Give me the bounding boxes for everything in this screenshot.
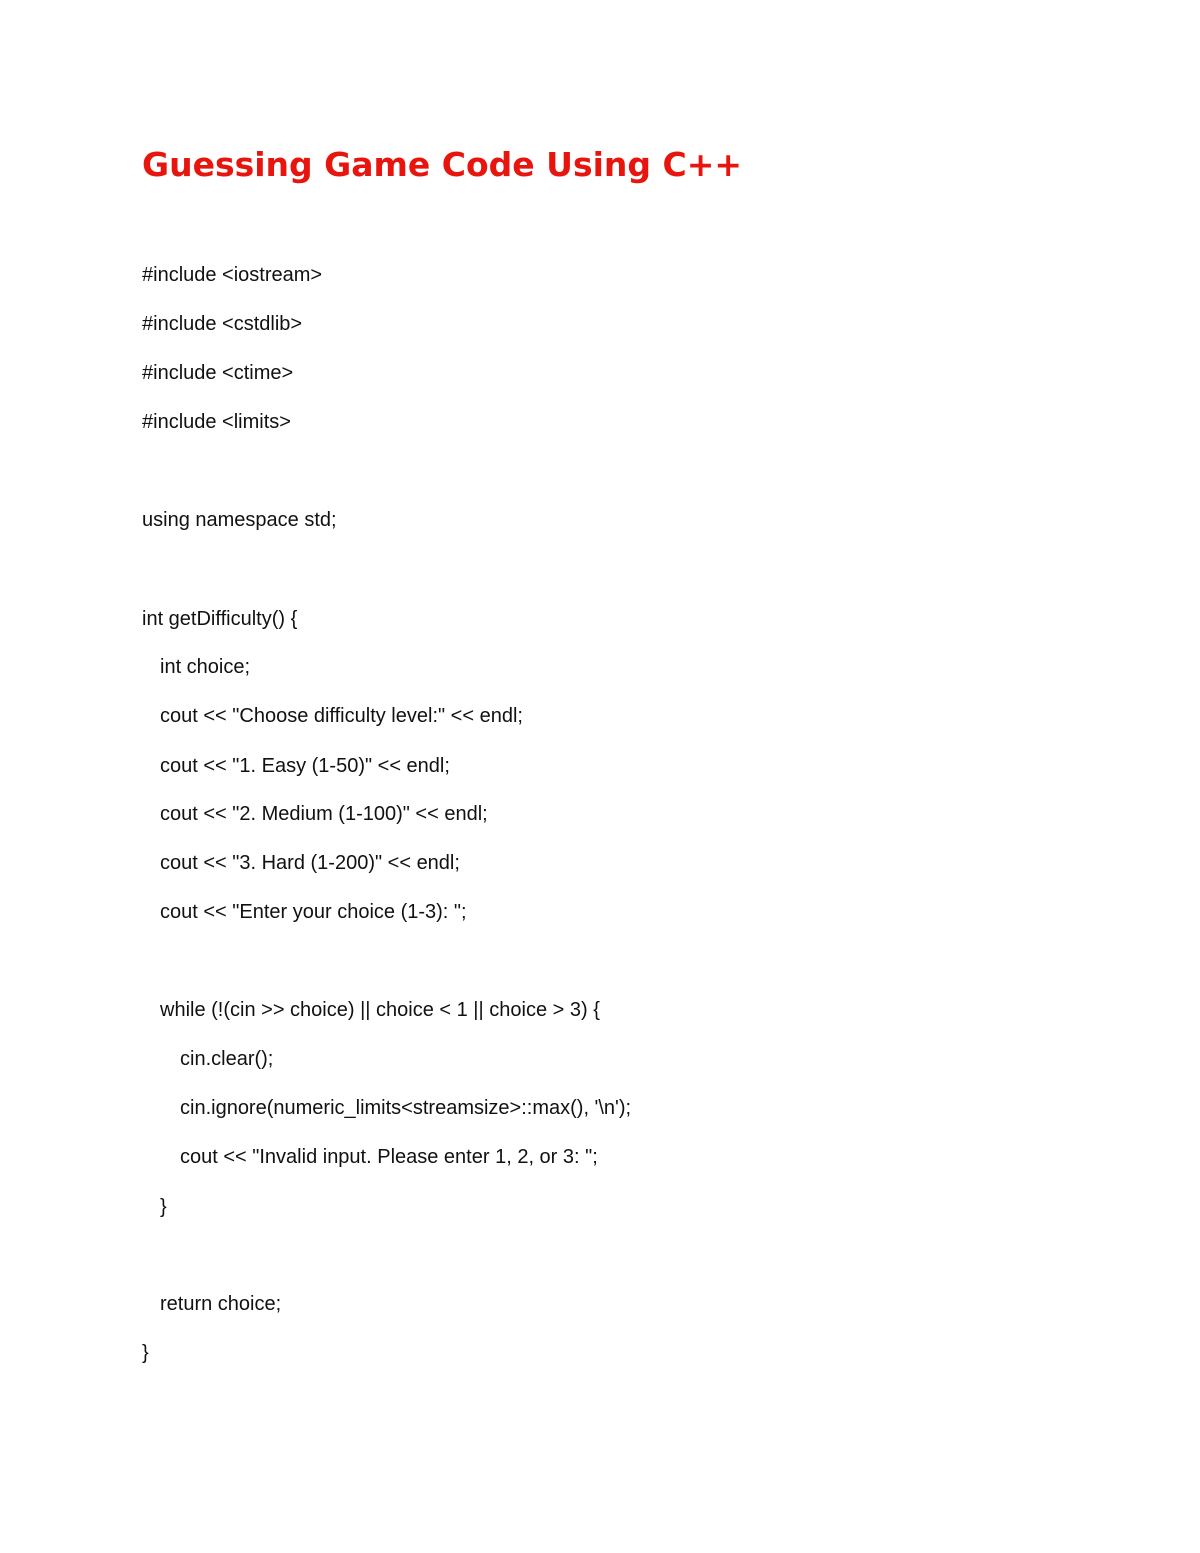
- code-line-cin-clear: cin.clear();: [180, 1048, 274, 1070]
- document-title: Guessing Game Code Using C++: [142, 145, 743, 184]
- code-line-while-loop: while (!(cin >> choice) || choice < 1 || choice > 3) {: [160, 999, 600, 1021]
- code-line-cin-ignore: cin.ignore(numeric_limits<streamsize>::max(), '\n');: [180, 1097, 632, 1119]
- code-line-include-ctime: #include <ctime>: [142, 362, 294, 384]
- code-line-cout-easy: cout << "1. Easy (1-50)" << endl;: [160, 755, 450, 777]
- code-line-include-iostream: #include <iostream>: [142, 264, 323, 286]
- code-line-include-limits: #include <limits>: [142, 411, 291, 433]
- code-line-cout-medium: cout << "2. Medium (1-100)" << endl;: [160, 803, 488, 825]
- code-line-function-signature: int getDifficulty() {: [142, 608, 298, 630]
- code-line-cout-hard: cout << "3. Hard (1-200)" << endl;: [160, 852, 460, 874]
- code-line-using-namespace: using namespace std;: [142, 509, 337, 531]
- code-line-cout-invalid: cout << "Invalid input. Please enter 1, 2, or 3: ";: [180, 1146, 598, 1168]
- code-line-cout-enter-choice: cout << "Enter your choice (1-3): ";: [160, 901, 467, 923]
- code-line-return-choice: return choice;: [160, 1293, 282, 1315]
- code-line-cout-prompt: cout << "Choose difficulty level:" << endl;: [160, 705, 523, 727]
- code-line-function-close: }: [142, 1342, 149, 1364]
- code-line-include-cstdlib: #include <cstdlib>: [142, 313, 303, 335]
- code-line-while-close: }: [160, 1196, 167, 1218]
- code-line-declare-choice: int choice;: [160, 656, 251, 678]
